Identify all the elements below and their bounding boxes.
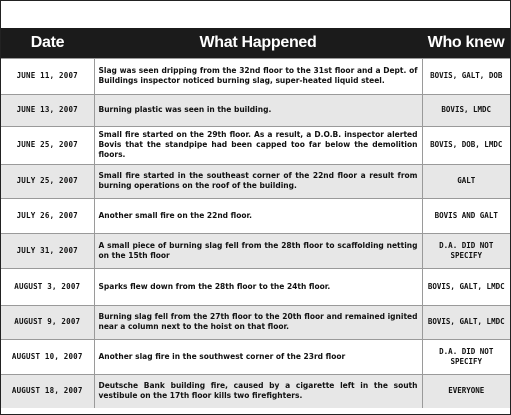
date-cell: JUNE 11, 2007 bbox=[1, 58, 94, 94]
who-knew-cell: GALT bbox=[422, 164, 510, 198]
event-cell: A small piece of burning slag fell from the 28th floor to scaffolding netting on the 15th floor bbox=[94, 233, 422, 268]
table-row bbox=[1, 126, 510, 164]
table-row bbox=[1, 164, 510, 198]
who-knew-cell: BOVIS, GALT, DOB bbox=[422, 58, 510, 94]
date-cell: AUGUST 3, 2007 bbox=[1, 268, 94, 305]
who-knew-cell: D.A. DID NOT SPECIFY bbox=[422, 233, 510, 268]
top-margin bbox=[1, 1, 510, 28]
event-cell: Small fire started on the 29th floor. As a result, a D.O.B. inspector alerted Bovis that the standpipe had been capped too far below the demolition floors. bbox=[94, 126, 422, 164]
who-knew-cell: BOVIS, GALT, LMDC bbox=[422, 305, 510, 339]
date-cell: JULY 31, 2007 bbox=[1, 233, 94, 268]
event-cell: Burning plastic was seen in the building. bbox=[94, 94, 422, 126]
fire-timeline-table bbox=[1, 28, 510, 408]
event-cell: Sparks flew down from the 28th floor to the 24th floor. bbox=[94, 268, 422, 305]
date-column-header: Date bbox=[30, 33, 65, 51]
event-cell: Another small fire on the 22nd floor. bbox=[94, 198, 422, 233]
who-knew-cell: D.A. DID NOT SPECIFY bbox=[422, 339, 510, 374]
who-knew-column-header: Who knew bbox=[427, 33, 505, 51]
who-knew-cell: BOVIS, DOB, LMDC bbox=[422, 126, 510, 164]
table-row bbox=[1, 305, 510, 339]
who-knew-cell: BOVIS, LMDC bbox=[422, 94, 510, 126]
date-cell: JUNE 13, 2007 bbox=[1, 94, 94, 126]
event-cell: Deutsche Bank building fire, caused by a cigarette left in the south vestibule on the 17th floor kills two firefighters. bbox=[94, 374, 422, 408]
date-cell: AUGUST 9, 2007 bbox=[1, 305, 94, 339]
event-cell: Burning slag fell from the 27th floor to the 20th floor and remained ignited near a column next to the hoist on that floor. bbox=[94, 305, 422, 339]
event-cell: Small fire started in the southeast corner of the 22nd floor a result from burning operations on the roof of the building. bbox=[94, 164, 422, 198]
table-row bbox=[1, 58, 510, 94]
table-row bbox=[1, 339, 510, 374]
event-cell: Another slag fire in the southwest corner of the 23rd floor bbox=[94, 339, 422, 374]
table-row bbox=[1, 374, 510, 408]
date-cell: JUNE 25, 2007 bbox=[1, 126, 94, 164]
table-row bbox=[1, 94, 510, 126]
event-cell: Slag was seen dripping from the 32nd floor to the 31st floor and a Dept. of Buildings inspector noticed burning slag, super-heated liquid steel. bbox=[94, 58, 422, 94]
date-cell: JULY 26, 2007 bbox=[1, 198, 94, 233]
who-knew-cell: BOVIS, GALT, LMDC bbox=[422, 268, 510, 305]
what-happened-column-header: What Happened bbox=[199, 33, 317, 51]
table-row bbox=[1, 198, 510, 233]
who-knew-cell: BOVIS AND GALT bbox=[422, 198, 510, 233]
table-row bbox=[1, 268, 510, 305]
table-row bbox=[1, 233, 510, 268]
date-cell: JULY 25, 2007 bbox=[1, 164, 94, 198]
header-row bbox=[1, 28, 510, 58]
who-knew-cell: EVERYONE bbox=[422, 374, 510, 408]
date-cell: AUGUST 10, 2007 bbox=[1, 339, 94, 374]
date-cell: AUGUST 18, 2007 bbox=[1, 374, 94, 408]
